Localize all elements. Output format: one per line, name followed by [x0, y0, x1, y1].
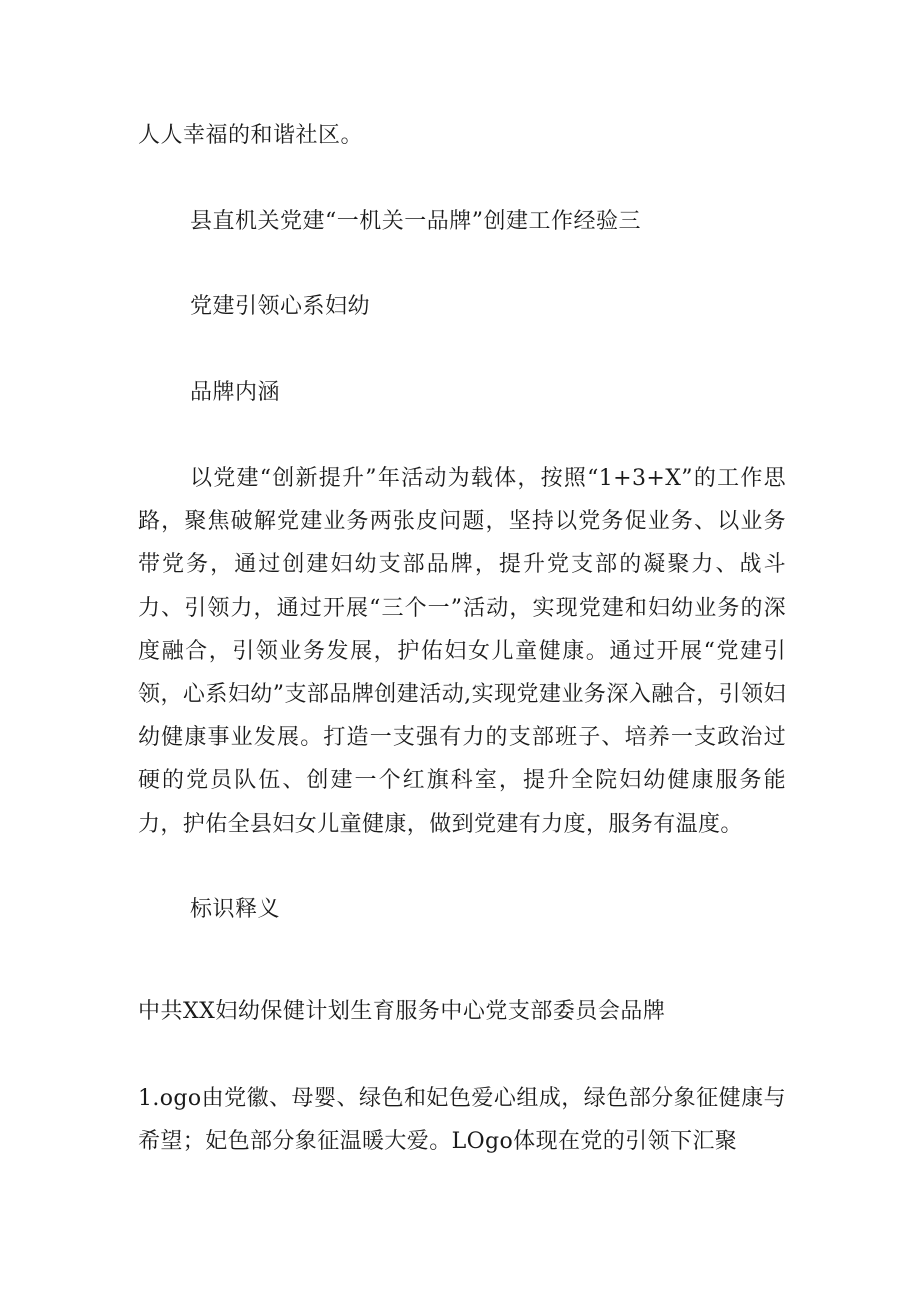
- section-heading-connotation: 品牌内涵: [190, 380, 281, 405]
- logo-description-paragraph: 1.ogo由党徽、母婴、绿色和妃色爱心组成，绿色部分象征健康与希望；妃色部分象征温暖大爱。LOgo体现在党的引领下汇聚: [138, 1086, 786, 1154]
- continuation-text: 人人幸福的和谐社区。: [138, 123, 364, 148]
- connotation-paragraph: 以党建“创新提升”年活动为载体，按照“1+3+X”的工作思路，聚焦破解党建业务两张皮问题，坚持以党务促业务、以业务带党务，通过创建妇幼支部品牌，提升党支部的凝聚力、战斗力、引领力，通过开展“三个一”活动，实现党建和妇幼业务的深度融合，引领业务发展，护佑妇女儿童健康。通过开展“党建引领，心系妇幼”支部品牌创建活动,实现党建业务深入融合，引领妇幼健康事业发展。打造一支强有力的支部班子、培养一支政治过硬的党员队伍、创建一个红旗科室，提升全院妇幼健康服务能力，护佑全县妇女儿童健康，做到党建有力度，服务有温度。: [138, 466, 786, 837]
- document-heading: 县直机关党建“一机关一品牌”创建工作经验三: [190, 209, 641, 234]
- organization-line: 中共XX妇幼保健计划生育服务中心党支部委员会品牌: [138, 999, 666, 1024]
- brand-title: 党建引领心系妇幼: [190, 294, 371, 319]
- section-heading-logo: 标识释义: [190, 897, 281, 922]
